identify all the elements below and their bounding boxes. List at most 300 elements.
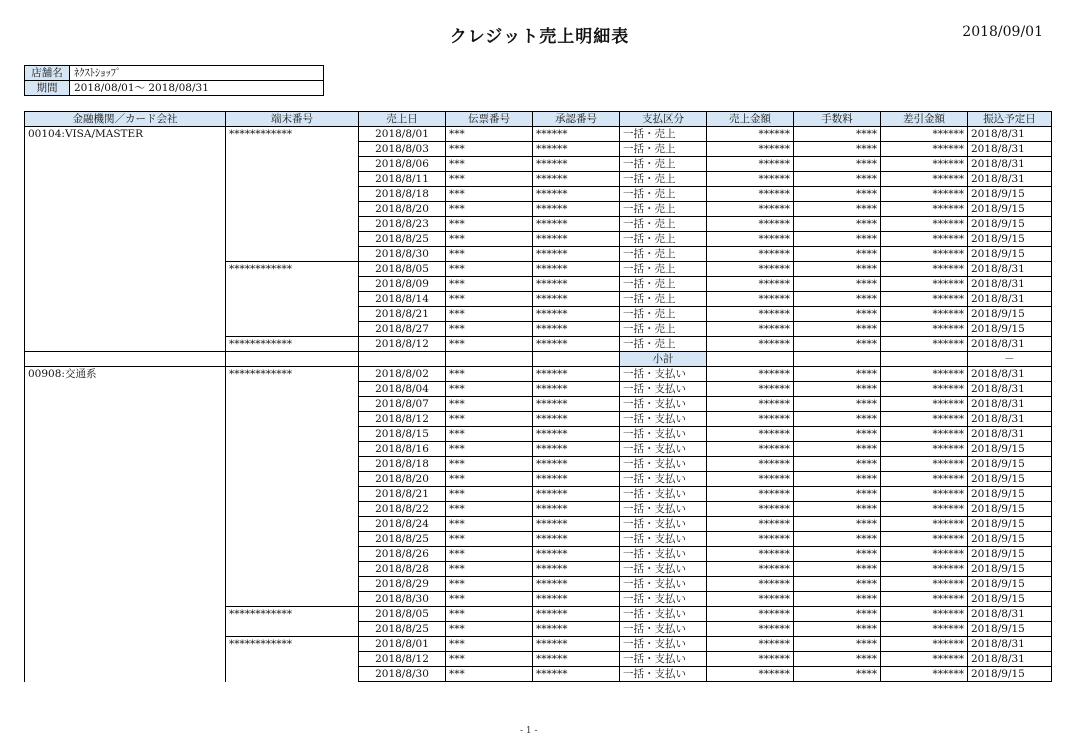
table-cell: ****	[794, 382, 881, 397]
table-cell: 一括・支払い	[620, 517, 707, 532]
table-cell: 2018/8/20	[359, 202, 446, 217]
table-cell: 2018/9/15	[968, 622, 1052, 637]
table-cell: ******	[533, 127, 620, 142]
table-cell: ****	[794, 322, 881, 337]
table-cell: ******	[707, 397, 794, 412]
company-cell: 00104:VISA/MASTER	[25, 127, 226, 352]
table-cell: ***	[446, 202, 533, 217]
table-cell: 一括・売上	[620, 322, 707, 337]
table-cell: ****	[794, 472, 881, 487]
terminal-cell: ************	[226, 337, 359, 352]
table-cell: ******	[707, 667, 794, 682]
subtotal-row	[25, 352, 1052, 367]
table-cell: 2018/8/31	[968, 337, 1052, 352]
table-cell: 一括・売上	[620, 307, 707, 322]
table-cell: 2018/9/15	[968, 187, 1052, 202]
table-cell: ******	[533, 457, 620, 472]
table-cell: 一括・支払い	[620, 382, 707, 397]
table-cell: ******	[881, 277, 968, 292]
table-cell: ****	[794, 292, 881, 307]
table-cell: ***	[446, 217, 533, 232]
table-cell: 一括・支払い	[620, 502, 707, 517]
subtotal-empty-cell	[226, 352, 359, 367]
table-cell: ******	[707, 142, 794, 157]
table-cell: ******	[533, 397, 620, 412]
col-approval-no: 承認番号	[533, 112, 620, 127]
report-date: 2018/09/01	[962, 24, 1043, 40]
subtotal-empty-cell	[707, 352, 794, 367]
table-cell: 一括・売上	[620, 247, 707, 262]
table-cell: ***	[446, 367, 533, 382]
table-cell: ******	[533, 262, 620, 277]
table-cell: 2018/8/31	[968, 127, 1052, 142]
table-cell: ******	[881, 577, 968, 592]
table-cell: 2018/8/12	[359, 652, 446, 667]
subtotal-empty-cell	[533, 352, 620, 367]
table-cell: ******	[881, 637, 968, 652]
table-cell: ***	[446, 397, 533, 412]
subtotal-empty-cell	[794, 352, 881, 367]
col-fee: 手数料	[794, 112, 881, 127]
table-cell: ******	[707, 307, 794, 322]
table-cell: ****	[794, 217, 881, 232]
table-cell: ***	[446, 277, 533, 292]
table-cell: ******	[707, 292, 794, 307]
terminal-cell: ************	[226, 637, 359, 682]
table-cell: ****	[794, 262, 881, 277]
table-cell: 一括・売上	[620, 172, 707, 187]
table-cell: ******	[707, 592, 794, 607]
table-cell: 一括・支払い	[620, 457, 707, 472]
table-cell: ***	[446, 562, 533, 577]
table-row	[25, 367, 1052, 382]
table-cell: 2018/9/15	[968, 532, 1052, 547]
table-cell: ******	[707, 367, 794, 382]
table-cell: ******	[707, 337, 794, 352]
table-cell: 2018/9/15	[968, 232, 1052, 247]
table-cell: 2018/9/15	[968, 517, 1052, 532]
table-cell: ***	[446, 427, 533, 442]
table-cell: ***	[446, 532, 533, 547]
table-cell: ***	[446, 337, 533, 352]
table-cell: ******	[707, 157, 794, 172]
table-cell: ******	[533, 172, 620, 187]
table-cell: ******	[881, 427, 968, 442]
table-cell: 一括・売上	[620, 142, 707, 157]
table-cell: ***	[446, 292, 533, 307]
table-cell: ******	[881, 157, 968, 172]
table-cell: ****	[794, 502, 881, 517]
table-cell: 2018/8/18	[359, 187, 446, 202]
table-cell: ***	[446, 487, 533, 502]
table-cell: 2018/9/15	[968, 457, 1052, 472]
table-cell: ******	[533, 637, 620, 652]
table-cell: ****	[794, 337, 881, 352]
table-cell: ******	[533, 412, 620, 427]
table-cell: ******	[881, 217, 968, 232]
table-cell: ****	[794, 622, 881, 637]
table-cell: 一括・売上	[620, 187, 707, 202]
table-cell: ******	[707, 382, 794, 397]
table-cell: ******	[881, 397, 968, 412]
table-cell: 2018/9/15	[968, 442, 1052, 457]
table-cell: ***	[446, 472, 533, 487]
table-cell: 2018/8/31	[968, 277, 1052, 292]
table-cell: 一括・支払い	[620, 397, 707, 412]
table-cell: ***	[446, 187, 533, 202]
table-cell: ******	[707, 652, 794, 667]
table-cell: ******	[881, 532, 968, 547]
table-cell: ******	[707, 532, 794, 547]
table-cell: ******	[533, 592, 620, 607]
table-cell: ****	[794, 202, 881, 217]
table-cell: ***	[446, 517, 533, 532]
store-info-table	[24, 65, 324, 96]
table-cell: ****	[794, 547, 881, 562]
table-cell: ****	[794, 592, 881, 607]
table-cell: ******	[533, 367, 620, 382]
table-cell: 一括・売上	[620, 292, 707, 307]
col-payment-type: 支払区分	[620, 112, 707, 127]
table-cell: ******	[707, 457, 794, 472]
table-cell: ******	[881, 517, 968, 532]
table-cell: ******	[707, 472, 794, 487]
table-cell: ******	[707, 637, 794, 652]
table-cell: ******	[707, 622, 794, 637]
table-cell: ***	[446, 307, 533, 322]
table-cell: ******	[881, 562, 968, 577]
table-cell: ***	[446, 622, 533, 637]
table-cell: ******	[881, 232, 968, 247]
table-cell: ****	[794, 667, 881, 682]
table-cell: ******	[881, 172, 968, 187]
table-cell: 2018/8/31	[968, 292, 1052, 307]
table-cell: 一括・支払い	[620, 442, 707, 457]
table-cell: ******	[707, 577, 794, 592]
table-cell: ******	[707, 547, 794, 562]
table-cell: 2018/8/23	[359, 217, 446, 232]
table-cell: 一括・売上	[620, 127, 707, 142]
col-net-amount: 差引金額	[881, 112, 968, 127]
table-cell: ******	[707, 322, 794, 337]
table-cell: ******	[707, 217, 794, 232]
table-cell: 一括・支払い	[620, 427, 707, 442]
table-cell: 2018/8/31	[968, 397, 1052, 412]
table-cell: 2018/8/01	[359, 127, 446, 142]
table-cell: ******	[707, 247, 794, 262]
col-company: 金融機関／カード会社	[25, 112, 226, 127]
table-cell: ****	[794, 607, 881, 622]
table-cell: 2018/8/31	[968, 262, 1052, 277]
table-cell: ***	[446, 442, 533, 457]
table-cell: ******	[707, 487, 794, 502]
report-title: クレジット売上明細表	[449, 27, 630, 47]
table-cell: 2018/9/15	[968, 667, 1052, 682]
table-cell: 2018/8/31	[968, 412, 1052, 427]
table-cell: ******	[881, 337, 968, 352]
table-cell: ****	[794, 277, 881, 292]
table-cell: ****	[794, 397, 881, 412]
table-cell: 2018/9/15	[968, 502, 1052, 517]
table-cell: 一括・支払い	[620, 472, 707, 487]
table-cell: ******	[533, 292, 620, 307]
table-cell: ******	[881, 202, 968, 217]
table-cell: ***	[446, 502, 533, 517]
store-value: ﾈｸｽﾄｼｮｯﾌﾟ	[70, 66, 324, 81]
table-cell: 2018/9/15	[968, 577, 1052, 592]
table-cell: ****	[794, 532, 881, 547]
table-cell: 2018/8/22	[359, 502, 446, 517]
table-cell: ****	[794, 187, 881, 202]
table-cell: 一括・支払い	[620, 487, 707, 502]
table-cell: 2018/8/31	[968, 427, 1052, 442]
period-label: 期間	[25, 81, 70, 96]
store-label: 店舗名	[25, 66, 70, 81]
table-cell: 2018/8/30	[359, 667, 446, 682]
table-cell: ******	[533, 247, 620, 262]
table-cell: 2018/9/15	[968, 487, 1052, 502]
table-cell: 2018/8/31	[968, 637, 1052, 652]
terminal-cell: ************	[226, 127, 359, 262]
table-cell: ******	[533, 337, 620, 352]
table-cell: ******	[881, 307, 968, 322]
table-cell: 2018/9/15	[968, 547, 1052, 562]
table-cell: ****	[794, 562, 881, 577]
table-cell: ******	[533, 187, 620, 202]
table-cell: ***	[446, 172, 533, 187]
subtotal-empty-cell	[446, 352, 533, 367]
table-cell: 一括・支払い	[620, 652, 707, 667]
table-cell: 2018/8/29	[359, 577, 446, 592]
company-cell: 00908:交通系	[25, 367, 226, 682]
table-cell: ******	[533, 442, 620, 457]
table-cell: ******	[707, 442, 794, 457]
table-cell: ******	[881, 367, 968, 382]
table-cell: ***	[446, 637, 533, 652]
table-cell: ******	[533, 517, 620, 532]
table-cell: 2018/8/31	[968, 607, 1052, 622]
table-cell: ******	[707, 262, 794, 277]
table-cell: ***	[446, 232, 533, 247]
table-cell: 2018/9/15	[968, 592, 1052, 607]
table-cell: 2018/9/15	[968, 307, 1052, 322]
table-cell: ******	[533, 472, 620, 487]
subtotal-empty-cell	[359, 352, 446, 367]
table-cell: ******	[881, 652, 968, 667]
table-cell: ****	[794, 367, 881, 382]
table-cell: 2018/9/15	[968, 562, 1052, 577]
table-cell: ***	[446, 652, 533, 667]
col-sales-amount: 売上金額	[707, 112, 794, 127]
table-cell: 一括・売上	[620, 232, 707, 247]
table-cell: 2018/9/15	[968, 247, 1052, 262]
col-sale-date: 売上日	[359, 112, 446, 127]
page-number: - 1 -	[520, 726, 538, 736]
table-cell: 2018/8/18	[359, 457, 446, 472]
table-cell: ******	[533, 652, 620, 667]
table-cell: ******	[707, 232, 794, 247]
table-cell: 2018/8/30	[359, 247, 446, 262]
table-cell: ******	[533, 382, 620, 397]
table-cell: ******	[881, 382, 968, 397]
table-cell: ******	[533, 277, 620, 292]
table-cell: ******	[707, 187, 794, 202]
table-cell: ****	[794, 307, 881, 322]
subtotal-transfer: －	[968, 352, 1052, 367]
table-cell: ******	[533, 607, 620, 622]
table-cell: ******	[881, 622, 968, 637]
table-cell: ******	[881, 442, 968, 457]
table-cell: ******	[533, 232, 620, 247]
table-cell: ******	[707, 127, 794, 142]
table-cell: ******	[881, 247, 968, 262]
table-cell: 2018/8/05	[359, 262, 446, 277]
table-cell: ****	[794, 412, 881, 427]
table-cell: 2018/8/09	[359, 277, 446, 292]
table-cell: 2018/8/25	[359, 232, 446, 247]
table-cell: 2018/8/12	[359, 337, 446, 352]
table-cell: 2018/8/20	[359, 472, 446, 487]
table-cell: ******	[881, 457, 968, 472]
table-cell: ******	[533, 202, 620, 217]
table-cell: ******	[533, 532, 620, 547]
table-cell: 2018/9/15	[968, 322, 1052, 337]
table-cell: ****	[794, 652, 881, 667]
table-cell: 一括・支払い	[620, 367, 707, 382]
table-cell: ***	[446, 412, 533, 427]
table-cell: ******	[533, 622, 620, 637]
col-terminal: 端末番号	[226, 112, 359, 127]
table-cell: ****	[794, 247, 881, 262]
table-cell: ***	[446, 607, 533, 622]
table-cell: ******	[881, 262, 968, 277]
table-row	[25, 127, 1052, 142]
table-cell: 2018/8/30	[359, 592, 446, 607]
table-cell: ******	[707, 427, 794, 442]
table-cell: ****	[794, 517, 881, 532]
table-cell: ******	[881, 142, 968, 157]
period-value: 2018/08/01～ 2018/08/31	[70, 81, 324, 96]
table-cell: ******	[707, 562, 794, 577]
table-cell: ****	[794, 232, 881, 247]
table-cell: ******	[533, 577, 620, 592]
table-cell: 一括・売上	[620, 157, 707, 172]
table-cell: 一括・支払い	[620, 607, 707, 622]
table-cell: ****	[794, 157, 881, 172]
table-cell: ******	[533, 487, 620, 502]
table-cell: 一括・支払い	[620, 547, 707, 562]
table-cell: 一括・売上	[620, 262, 707, 277]
table-cell: ******	[533, 217, 620, 232]
table-cell: 一括・売上	[620, 277, 707, 292]
table-cell: ******	[707, 412, 794, 427]
table-cell: ******	[881, 187, 968, 202]
table-cell: ******	[881, 127, 968, 142]
table-cell: ******	[707, 172, 794, 187]
table-cell: ****	[794, 637, 881, 652]
header-row	[25, 112, 1052, 127]
table-cell: 2018/9/15	[968, 202, 1052, 217]
col-slip-no: 伝票番号	[446, 112, 533, 127]
table-cell: 2018/8/31	[968, 367, 1052, 382]
table-cell: ****	[794, 172, 881, 187]
terminal-cell: ************	[226, 607, 359, 637]
subtotal-empty-cell	[25, 352, 226, 367]
table-cell: ******	[707, 202, 794, 217]
table-cell: ***	[446, 547, 533, 562]
table-cell: 一括・売上	[620, 217, 707, 232]
table-cell: 一括・支払い	[620, 412, 707, 427]
subtotal-label: 小計	[620, 352, 707, 367]
table-cell: ******	[533, 427, 620, 442]
terminal-cell: ************	[226, 367, 359, 607]
table-cell: ****	[794, 442, 881, 457]
table-cell: 2018/8/31	[968, 157, 1052, 172]
table-cell: 2018/9/15	[968, 472, 1052, 487]
table-cell: ****	[794, 457, 881, 472]
table-cell: ******	[881, 412, 968, 427]
table-cell: ******	[533, 667, 620, 682]
table-cell: 2018/8/03	[359, 142, 446, 157]
table-cell: 2018/8/25	[359, 532, 446, 547]
col-transfer-date: 振込予定日	[968, 112, 1052, 127]
table-cell: ***	[446, 157, 533, 172]
table-cell: ******	[533, 502, 620, 517]
table-cell: 2018/8/31	[968, 172, 1052, 187]
table-cell: 一括・売上	[620, 337, 707, 352]
table-cell: 2018/8/16	[359, 442, 446, 457]
table-cell: ******	[707, 607, 794, 622]
table-cell: ******	[881, 487, 968, 502]
table-cell: 2018/9/15	[968, 217, 1052, 232]
store-row	[25, 66, 324, 81]
table-cell: 2018/8/01	[359, 637, 446, 652]
table-cell: 2018/8/21	[359, 307, 446, 322]
table-cell: 2018/8/25	[359, 622, 446, 637]
table-cell: 2018/8/26	[359, 547, 446, 562]
table-cell: 2018/8/31	[968, 142, 1052, 157]
table-cell: ****	[794, 142, 881, 157]
table-cell: 2018/8/31	[968, 382, 1052, 397]
period-row	[25, 81, 324, 96]
table-cell: 2018/8/06	[359, 157, 446, 172]
table-cell: ******	[707, 277, 794, 292]
table-cell: ******	[533, 562, 620, 577]
table-cell: 2018/8/24	[359, 517, 446, 532]
table-cell: 一括・支払い	[620, 637, 707, 652]
table-cell: 2018/8/28	[359, 562, 446, 577]
table-cell: ****	[794, 487, 881, 502]
table-cell: ****	[794, 127, 881, 142]
table-cell: ***	[446, 247, 533, 262]
table-cell: ******	[881, 667, 968, 682]
table-cell: ******	[707, 517, 794, 532]
table-cell: 2018/8/21	[359, 487, 446, 502]
table-cell: ***	[446, 127, 533, 142]
table-cell: 2018/8/07	[359, 397, 446, 412]
table-cell: 一括・売上	[620, 202, 707, 217]
table-cell: ***	[446, 382, 533, 397]
table-cell: ******	[881, 547, 968, 562]
table-cell: ******	[533, 307, 620, 322]
table-cell: ***	[446, 322, 533, 337]
table-cell: ******	[881, 592, 968, 607]
table-cell: ***	[446, 262, 533, 277]
table-cell: ******	[533, 142, 620, 157]
table-cell: 2018/8/11	[359, 172, 446, 187]
table-cell: ***	[446, 577, 533, 592]
table-cell: 一括・支払い	[620, 622, 707, 637]
